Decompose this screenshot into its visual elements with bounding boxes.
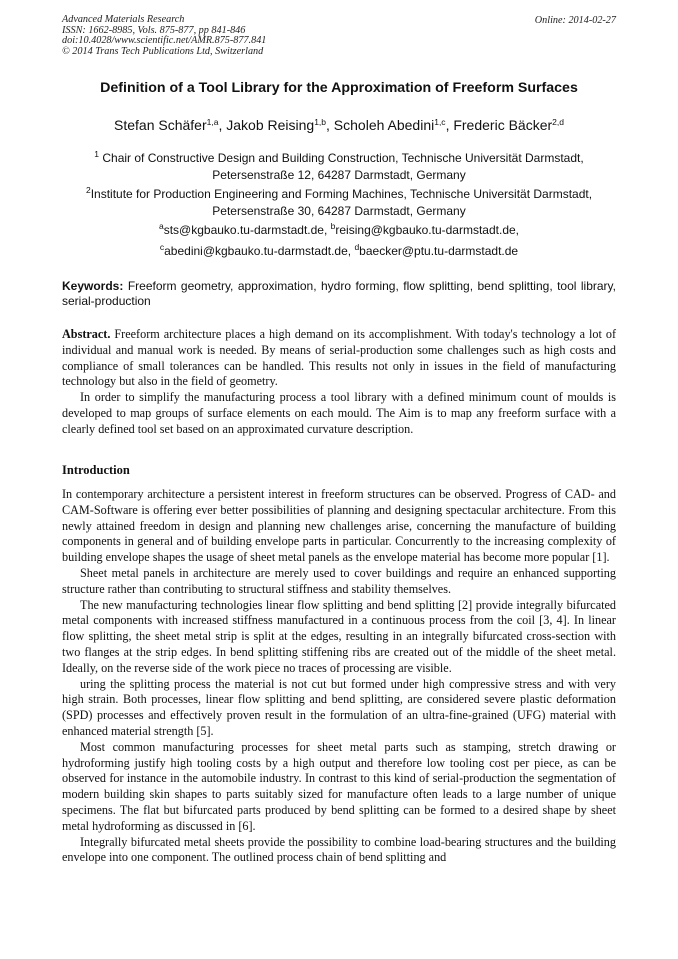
email-sup: c [159,242,165,252]
email-address[interactable]: abedini@kgbauko.tu-darmstadt.de, [164,244,352,258]
affiliation-1 [60,150,618,183]
journal-doi: doi:10.4028/www.scientific.net/AMR.875-877.841 [62,35,267,47]
journal-copyright: © 2014 Trans Tech Publications Ltd, Switzerland [62,45,264,57]
introduction-body [62,487,616,866]
body-paragraph: Integrally bifurcated metal sheets provide the possibility to combine load-bearing structures and the building envelope into one component. The outlined process chain of bend splitting and [62,834,616,865]
abstract-paragraph: Freeform architecture places a high demand on its accomplishment. With today's technology a lot of individual and manual work is needed. By means of serial-production some challenges such as high costs and compliance of small tolerances can be handled. This results not only in issues in the field of manufacturing technology but also in the field of geometry. [62,327,617,389]
author-sup: 1,a [206,117,219,127]
email-line-1 [60,223,618,237]
author-list: Stefan Schäfer$^{1,a}$, Jakob Reising$^{1,b}$, Scholeh Abedini$^{1,c}$, Frederic Bäcker$^{2,d}$ [114,117,564,133]
author-name: Stefan Schäfer [114,117,207,133]
body-paragraph: In contemporary architecture a persistent interest in freeform structures can be observed. Progress of CAD- and CAM-Software is offering ever better possibilities of planning and designing spectacular architecture. From this newly attained freedom in design and planning new challenges arise, concerning the manufacture of building components in general and of building envelope parts in particular. Concurrently to the increasing complexity of building envelope shapes the usage of sheet metal panels as the envelope material has become more popular [1]. [62,487,616,565]
keywords-label: Keywords: [62,279,124,293]
section-heading: Introduction [62,463,130,477]
keywords [62,279,616,308]
affiliation-line: Institute for Production Engineering and Forming Machines, Technische Universität Darmstadt, [90,187,593,201]
email-address[interactable]: sts@kgbauko.tu-darmstadt.de, [163,223,328,237]
journal-citation [62,15,266,57]
affiliation-line: Chair of Constructive Design and Building Construction, Technische Universität Darmstadt, [102,151,584,165]
email-address[interactable]: reising@kgbauko.tu-darmstadt.de, [335,223,519,237]
body-paragraph: The new manufacturing technologies linear flow splitting and bend splitting [2] provide integrally bifurcated metal components with increased stiffness manufactured in a continuous process from the coil [3, 4]. In linear flow splitting, the sheet metal strip is split at the edges, resulting in an integrally bifurcated cross-section with two flanges at the strip edges. In bend splitting stiffening ribs are created out of the middle of the sheet metal. Ideally, on the reverse side of the work piece no traces of processing are visible. [62,597,616,675]
affiliation-line: Petersenstraße 30, 64287 Darmstadt, Germany [212,203,466,218]
email-address[interactable]: baecker@ptu.tu-darmstadt.de [359,244,519,258]
author-name: Jakob Reising [226,117,315,133]
online-date: Online: 2014-02-27 [534,15,616,26]
abstract-label: Abstract. [62,327,111,341]
keywords-text: Freeform geometry, approximation, hydro forming, flow splitting, bend splitting, tool library, serial-production [62,279,616,308]
author-sup: 2,d [552,117,564,127]
abstract-paragraph: In order to simplify the manufacturing process a tool library with a defined minimum count of moulds is developed to map groups of surface elements on each mould. The Aim is to map any freeform surface with a clearly defined tool set based on an approximated curvature description. [62,390,616,436]
abstract [62,327,616,438]
author-sup: 1,c [434,117,446,127]
affiliation-sup: 1 [94,149,100,159]
email-sup: b [330,221,336,231]
paper-title: Definition of a Tool Library for the Approximation of Freeform Surfaces [100,80,578,96]
author-sup: 1,b [314,117,327,127]
body-paragraph: uring the splitting process the material is not cut but formed under high compressive stress and with very high strain. Both processes, linear flow splitting and bend splitting, are considered severe plastic deformation (SPD) processes and effectively proven result in the formulation of an ultra-fine-grained (UFG) material with enhanced material strength [5]. [62,676,616,738]
affiliation-sup: 2 [85,185,91,195]
journal-name: Advanced Materials Research [62,14,185,25]
body-paragraph: Sheet metal panels in architecture are merely used to cover buildings and require an enhanced supporting structure rather than contributing to structural stiffness and stability themselves. [62,565,616,596]
author-name: Frederic Bäcker [453,117,553,133]
author-name: Scholeh Abedini [333,117,435,133]
affiliation-line: Petersenstraße 12, 64287 Darmstadt, Germany [212,167,466,182]
body-paragraph: Most common manufacturing processes for sheet metal parts such as stamping, stretch drawing or hydroforming justify high tooling costs by a high output and therefore low tooling cost per piece, as can be observed for instance in the automobile industry. In contrast to this kind of serial-production the segmentation of modern building skin shapes to parts suitably sized for manufacture often leads to a large number of unique specimens. The flat but bifurcated parts produced by bend splitting can be formed to a desired shape by sheet metal hydroforming as discussed in [6]. [62,739,616,833]
email-sup: d [354,242,360,252]
email-line-2 [60,244,618,258]
email-sup: a [158,221,164,231]
affiliation-2 [60,186,618,219]
journal-issn: ISSN: 1662-8985, Vols. 875-877, pp 841-846 [62,24,246,36]
